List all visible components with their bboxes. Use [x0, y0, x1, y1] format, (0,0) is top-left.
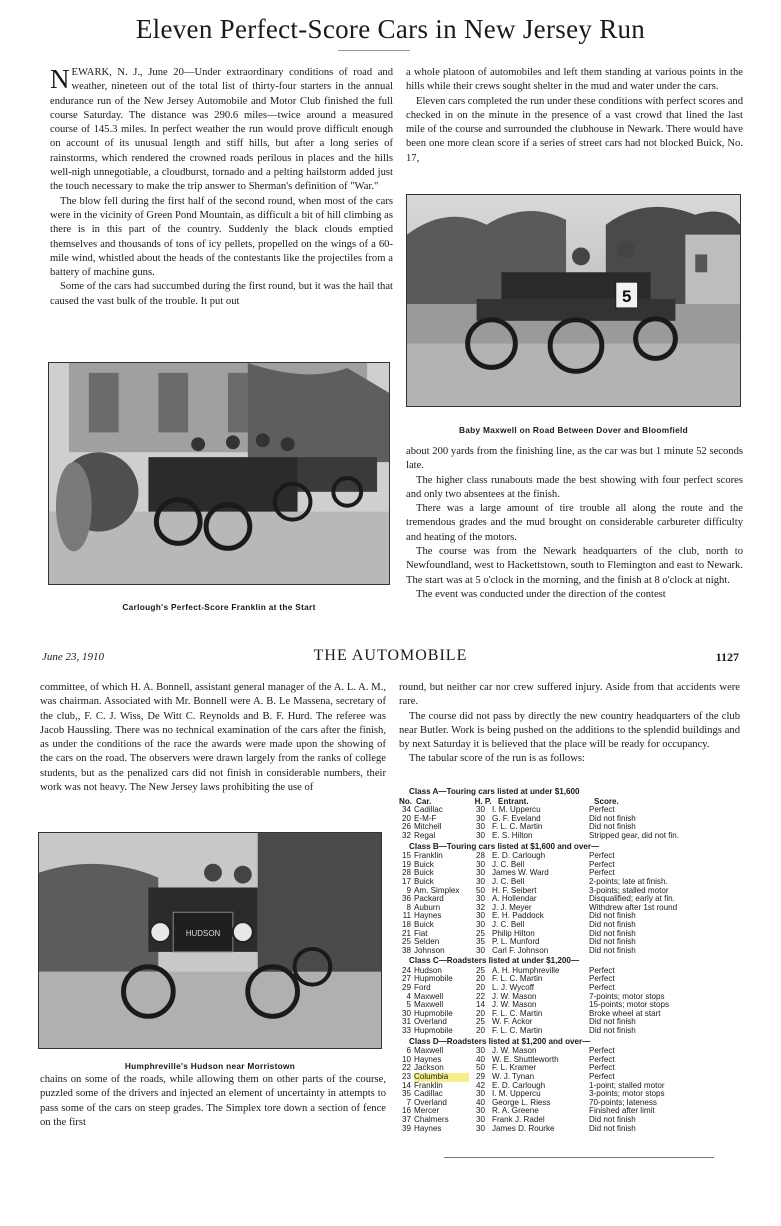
score: Did not finish [589, 929, 636, 938]
table-row [399, 1116, 744, 1125]
car-name: Haynes [414, 1123, 442, 1133]
score: Withdrew after 1st round [589, 903, 678, 912]
entrant: J. W. Mason [492, 1046, 537, 1056]
entrant: Carl F. Johnson [492, 945, 549, 955]
car-name: Selden [414, 937, 440, 947]
car-name: Buick [414, 859, 434, 869]
entrant: F. L. Kramer [492, 1063, 537, 1073]
entry-number: 11 [402, 911, 411, 921]
entry-number: 6 [406, 1046, 411, 1056]
table-row [399, 904, 744, 913]
score: 2-points; late at finish. [589, 877, 668, 886]
entry-number: 23 [401, 1072, 411, 1081]
table-row [399, 887, 744, 896]
table-row [399, 861, 744, 870]
end-rule [444, 1157, 714, 1158]
entry-number: 34 [401, 805, 411, 815]
car-name: Haynes [414, 1054, 442, 1064]
horsepower: 30 [475, 868, 485, 878]
horsepower: 30 [475, 919, 485, 929]
horsepower: 30 [475, 813, 485, 823]
caption-baby-maxwell: Baby Maxwell on Road Between Dover and Bloomfield [458, 425, 689, 435]
horsepower: 30 [475, 1089, 485, 1099]
entrant: H. F. Seibert [492, 885, 537, 895]
class-c-heading: Class C—Roadsters listed at under $1,200— [409, 956, 580, 966]
car-name: Haynes [414, 911, 442, 921]
paragraph: There was a large amount of tire trouble all along the route and the tremendous grades and the mud brought on considerable carbureter difficulty and heating of the motors. [406, 503, 743, 543]
class-b-heading: Class B—Touring cars listed at $1,600 and over— [409, 841, 600, 851]
table-row [399, 984, 744, 993]
score: Finished after limit [589, 1107, 655, 1116]
article-col1-top [50, 66, 393, 309]
table-row [399, 1125, 744, 1134]
paragraph: The blow fell during the first half of the second round, when most of the cars were in the vicinity of Green Pond Mountain, as difficult a bit of hill climbing as there is in this part of the country. Suddenly the black clouds emptied themselves and thousands of tons of icy pellets, propelled on the wings of a 60-mile wind, whistled about the heads of the contestants like the projectiles from a battery of machine guns. [50, 195, 393, 279]
entry-number: 22 [401, 1063, 411, 1073]
horsepower: 50 [475, 885, 485, 895]
horsepower: 30 [475, 945, 485, 955]
radiator-badge: HUDSON [185, 929, 221, 939]
score: Did not finish [589, 1124, 636, 1133]
car-name: Buick [414, 868, 434, 878]
col-header-no: No. [399, 796, 413, 806]
table-row [399, 975, 744, 984]
horsepower: 20 [475, 1008, 485, 1018]
entrant: J. W. Mason [492, 1000, 537, 1010]
car-name: Columbia [414, 1073, 469, 1082]
entrant: James W. Ward [492, 868, 549, 878]
score: Perfect [589, 806, 615, 815]
caption-franklin: Carlough's Perfect-Score Franklin at the Start [122, 602, 316, 612]
class-c-rows [399, 967, 744, 1036]
table-row [399, 947, 744, 956]
horsepower: 30 [475, 805, 485, 815]
entrant: J. C. Bell [492, 919, 525, 929]
table-row [399, 1090, 744, 1099]
horsepower: 30 [475, 1123, 485, 1133]
paragraph: The tabular score of the run is as follows: [409, 753, 585, 765]
entry-number: 15 [401, 851, 411, 861]
entrant: F. L. C. Martin [492, 1008, 543, 1018]
horsepower: 35 [475, 937, 485, 947]
car-name: Maxwell [414, 1046, 444, 1056]
entrant: F. L. C. Martin [492, 974, 543, 984]
entrant: F. L. C. Martin [492, 822, 543, 832]
car-name: Mitchell [414, 822, 442, 832]
horsepower: 20 [475, 1026, 485, 1036]
score: 70-points; lateness [589, 1098, 657, 1107]
entry-number: 38 [401, 945, 411, 955]
score-table [399, 786, 744, 1133]
entry-number: 21 [401, 928, 411, 938]
score: Perfect [589, 984, 615, 993]
table-row [399, 1099, 744, 1108]
table-row [399, 1082, 744, 1091]
entrant: W. F. Ackor [492, 1017, 533, 1027]
running-header [42, 647, 739, 667]
horsepower: 50 [475, 1063, 485, 1073]
entry-number: 17 [401, 876, 411, 886]
col-header-entrant: Entrant. [498, 796, 529, 806]
table-row [399, 938, 744, 947]
car-name: E-M-F [414, 813, 437, 823]
car-name: Am. Simplex [414, 885, 460, 895]
car-name: Hupmobile [414, 1008, 453, 1018]
horsepower: 28 [475, 851, 485, 861]
table-row [399, 869, 744, 878]
car-name: Franklin [414, 1080, 443, 1090]
car-name: Regal [414, 830, 436, 840]
entrant: Philip Hilton [492, 928, 535, 938]
entry-number: 5 [406, 1000, 411, 1010]
entrant: E. H. Paddock [492, 911, 544, 921]
entrant: James D. Rourke [492, 1123, 555, 1133]
horsepower: 30 [475, 1046, 485, 1056]
horsepower: 25 [475, 965, 485, 975]
paragraph: The course was from the Newark headquarters of the club, north to Newfoundland, west to Hackettstown, south to Flemington and east to Newark. The start was at 5 o'clock in the morning, and the finish at 8 o'clock at night. [406, 546, 743, 586]
horsepower: 22 [475, 991, 485, 1001]
car-name: Hudson [414, 965, 442, 975]
horsepower: 30 [475, 822, 485, 832]
horsepower: 30 [475, 894, 485, 904]
paragraph: The higher class runabouts made the best showing with four perfect scores and only two absentees at the finish. [406, 474, 743, 500]
score: 3-points; motor stops [589, 1090, 665, 1099]
table-row [399, 930, 744, 939]
class-a-heading: Class A—Touring cars listed at under $1,600 [409, 787, 580, 796]
horsepower: 42 [475, 1080, 485, 1090]
car-name: Overland [414, 1017, 447, 1027]
entrant: E. S. Hilton [492, 830, 533, 840]
drop-cap: N [50, 64, 70, 94]
entry-number: 9 [406, 885, 411, 895]
entrant: A. H. Humphreville [492, 965, 560, 975]
table-row [399, 1064, 744, 1073]
score: Did not finish [589, 946, 636, 955]
entrant: W. J. Tynan [492, 1072, 535, 1081]
photo-hudson [38, 832, 382, 1049]
entrant: I. M. Uppercu [492, 805, 541, 815]
entry-number: 20 [401, 813, 411, 823]
article-col2-middle [406, 445, 743, 602]
score: Did not finish [589, 938, 636, 947]
entrant: J. W. Mason [492, 991, 537, 1001]
entry-number: 30 [401, 1008, 411, 1018]
car-name: Auburn [414, 902, 441, 912]
entry-number: 7 [406, 1097, 411, 1107]
car-number-badge: 5 [621, 287, 632, 306]
entrant: J. J. Meyer [492, 902, 532, 912]
horsepower: 14 [475, 1000, 485, 1010]
horsepower: 30 [475, 911, 485, 921]
car-name: Buick [414, 876, 434, 886]
table-row [399, 823, 744, 832]
paragraph: Some of the cars had succumbed during the first round, but it was the hail that caused the vast bulk of the trouble. It put out [50, 281, 393, 307]
horsepower: 30 [475, 1114, 485, 1124]
score: 7-points; motor stops [589, 992, 665, 1001]
issue-date: June 23, 1910 [42, 651, 105, 663]
table-row [399, 1010, 744, 1019]
horsepower: 29 [475, 1072, 485, 1081]
car-name: Jackson [414, 1063, 444, 1073]
table-row [399, 1056, 744, 1065]
publication-name: THE AUTOMOBILE [313, 647, 468, 664]
entrant: Frank J. Radel [492, 1114, 545, 1124]
horsepower: 40 [475, 1097, 485, 1107]
horsepower: 30 [475, 859, 485, 869]
article-col2-lower [399, 681, 740, 767]
title-rule [338, 50, 410, 51]
entry-number: 10 [401, 1054, 411, 1064]
score: 3-points; stalled motor [589, 886, 669, 895]
lead-paragraph [50, 66, 393, 195]
score: 1-point; stalled motor [589, 1081, 665, 1090]
entrant: E. D. Carlough [492, 1080, 546, 1090]
page-title: Eleven Perfect-Score Cars in New Jersey Run [135, 14, 646, 44]
paragraph: The course did not pass by directly the new country headquarters of the club near Butler. Work is being pushed on the additions to the splendid buildings and by next Saturday it is believed that the place will be ready for occupancy. [399, 710, 740, 751]
score: Perfect [589, 966, 615, 975]
paragraph: round, but neither car nor crew suffered injury. Aside from that accidents were rare. [399, 682, 740, 708]
entry-number: 16 [401, 1106, 411, 1116]
car-name: Cadillac [414, 1089, 443, 1099]
entry-number: 31 [401, 1017, 411, 1027]
entrant: P. L. Munford [492, 937, 540, 947]
entry-number: 18 [401, 919, 411, 929]
col-header-car: Car. [416, 796, 432, 806]
column-headers [399, 798, 744, 807]
car-name: Packard [414, 894, 444, 904]
entrant: R. A. Greene [492, 1106, 539, 1116]
entry-number: 36 [401, 894, 411, 904]
col-header-score: Score. [594, 797, 619, 806]
car-name: Buick [414, 919, 434, 929]
class-d-heading: Class D—Roadsters listed at $1,200 and over— [409, 1036, 591, 1046]
car-name: Overland [414, 1097, 447, 1107]
table-row [399, 832, 744, 841]
lead-text: EWARK, N. J., June 20—Under extraordinary conditions of road and weather, nineteen out of the total list of thirty-four starters in the annual endurance run of the New Jersey Automobile and Motor Club finished the full course Saturday. The distance was 290.6 miles—twice around a measured course of 145.3 miles. In perfect weather the run would prove difficult enough on account of its unusual length and stiff hills, but after a long series of rainstorms, which rendered the crowned roads perilous in places and the hills well-nigh unnegotiable, a cloudburst, tornado and a pelting hailstorm added just the touch necessary to make the trip answer to Sherman's definition of "War." [50, 67, 393, 193]
col-header-hp: H. P. [474, 796, 492, 806]
entrant: G. F. Eveland [492, 813, 541, 823]
photo-baby-maxwell [406, 194, 741, 407]
class-b-rows [399, 852, 744, 955]
photo-franklin [48, 362, 390, 585]
score: Perfect [589, 860, 615, 869]
entry-number: 26 [401, 822, 411, 832]
score: Disqualified; early at fin. [589, 895, 675, 904]
table-row [399, 1073, 744, 1082]
table-row [399, 1107, 744, 1116]
entrant: I. M. Uppercu [492, 1089, 541, 1099]
score: Did not finish [589, 912, 636, 921]
score: Stripped gear, did not fin. [589, 831, 679, 840]
score: Perfect [589, 1055, 615, 1064]
page-number: 1127 [715, 650, 739, 664]
article-col2-top [406, 66, 743, 166]
car-name: Johnson [414, 945, 445, 955]
entry-number: 27 [401, 974, 411, 984]
article-col1-lower [40, 681, 386, 795]
score: Did not finish [589, 1115, 636, 1124]
entrant: L. J. Wycoff [492, 983, 535, 993]
horsepower: 25 [475, 1017, 485, 1027]
horsepower: 20 [475, 974, 485, 984]
entrant: E. D. Carlough [492, 851, 546, 861]
car-name: Fiat [414, 928, 428, 938]
table-row [399, 912, 744, 921]
table-row [399, 815, 744, 824]
table-row [399, 921, 744, 930]
score: Did not finish [589, 920, 636, 929]
score: Perfect [589, 852, 615, 861]
entrant: A. Hollendar [492, 894, 537, 904]
entrant: W. E. Shuttleworth [492, 1054, 559, 1064]
entrant: J. C. Bell [492, 876, 525, 886]
table-row [399, 895, 744, 904]
horsepower: 25 [475, 928, 485, 938]
entry-number: 37 [401, 1114, 411, 1124]
car-name: Cadillac [414, 805, 443, 815]
car-name: Franklin [414, 851, 443, 861]
table-row [399, 1027, 744, 1036]
entrant: J. C. Bell [492, 859, 525, 869]
caption-hudson: Humphreville's Hudson near Morristown [124, 1061, 296, 1071]
score: Perfect [589, 975, 615, 984]
entry-number: 4 [406, 991, 411, 1001]
table-row [399, 852, 744, 861]
score: Did not finish [589, 823, 636, 832]
car-name: Chalmers [414, 1114, 449, 1124]
table-row [399, 1047, 744, 1056]
score: Perfect [589, 869, 615, 878]
horsepower: 32 [475, 902, 485, 912]
entrant: F. L. C. Martin [492, 1026, 543, 1036]
entry-number: 33 [401, 1026, 411, 1036]
entry-number: 39 [401, 1123, 411, 1133]
horsepower: 20 [475, 983, 485, 993]
score: 15-points; motor stops [589, 1001, 670, 1010]
class-a-rows [399, 806, 744, 840]
table-row [399, 993, 744, 1002]
car-name: Ford [414, 983, 431, 993]
horsepower: 40 [475, 1054, 485, 1064]
table-row [399, 806, 744, 815]
car-name: Mercer [414, 1106, 440, 1116]
entry-number: 25 [401, 937, 411, 947]
score: Perfect [589, 1073, 615, 1081]
entry-number: 14 [401, 1080, 411, 1090]
car-name: Maxwell [414, 1000, 444, 1010]
entry-number: 29 [401, 983, 411, 993]
paragraph: Eleven cars completed the run under these conditions with perfect scores and checked in on the minute in the presence of a vast crowd that lined the last mile of the course and surrounded the clubhouse in Newark. There would have been one more clean score if a series of street cars had not blocked Buick, No. 17, [406, 95, 743, 164]
score: Perfect [589, 1064, 615, 1073]
car-name: Hupmobile [414, 974, 453, 984]
paragraph: about 200 yards from the finishing line, as the car was but 1 minute 52 seconds late. [406, 446, 743, 472]
entry-number: 19 [401, 859, 411, 869]
horsepower: 30 [475, 876, 485, 886]
score: Perfect [589, 1047, 615, 1056]
article-col1-bottom [40, 1073, 386, 1130]
class-d-rows [399, 1047, 744, 1133]
score: Did not finish [589, 1018, 636, 1027]
paragraph: a whole platoon of automobiles and left them standing at various points in the hills while their crews sought shelter in the mud and water under the cars. [406, 67, 743, 93]
score: Broke wheel at start [589, 1009, 661, 1018]
entry-number: 32 [401, 830, 411, 840]
horsepower: 30 [475, 830, 485, 840]
entry-number: 35 [401, 1089, 411, 1099]
entry-number: 8 [406, 902, 411, 912]
entrant: George L. Riess [492, 1097, 551, 1107]
horsepower: 30 [475, 1106, 485, 1116]
car-name: Maxwell [414, 991, 444, 1001]
paragraph: The event was conducted under the direction of the contest [416, 588, 666, 600]
paragraph: chains on some of the roads, while allowing them on other parts of the course, puzzled some of the drivers and injected an element of uncertainty in attempts to pass some of the cars on steep grades. The Simplex tore down a section of fence on the first [40, 1074, 386, 1128]
paragraph: committee, of which H. A. Bonnell, assistant general manager of the A. L. A. M., was chairman. Associated with Mr. Bonnell were A. B. Le Massena, secretary of the club,, F. C. J. Wiss, De Witt C. Reynolds and B. F. Hurd. The referee was Jacob Haussling. There was no technical examination of the cars after the finish, as under the conditions of the race the awards were made upon the showing of the cars on the road. The observers were drawn largely from the ranks of college students, but as the penalized cars did not finish in considerable numbers, their work was not heavy. The New Jersey laws prohibiting the use of [40, 682, 386, 794]
entry-number: 28 [401, 868, 411, 878]
score: Did not finish [589, 814, 636, 823]
entry-number: 24 [401, 965, 411, 975]
car-name: Hupmobile [414, 1026, 453, 1036]
score: Did not finish [589, 1027, 636, 1036]
